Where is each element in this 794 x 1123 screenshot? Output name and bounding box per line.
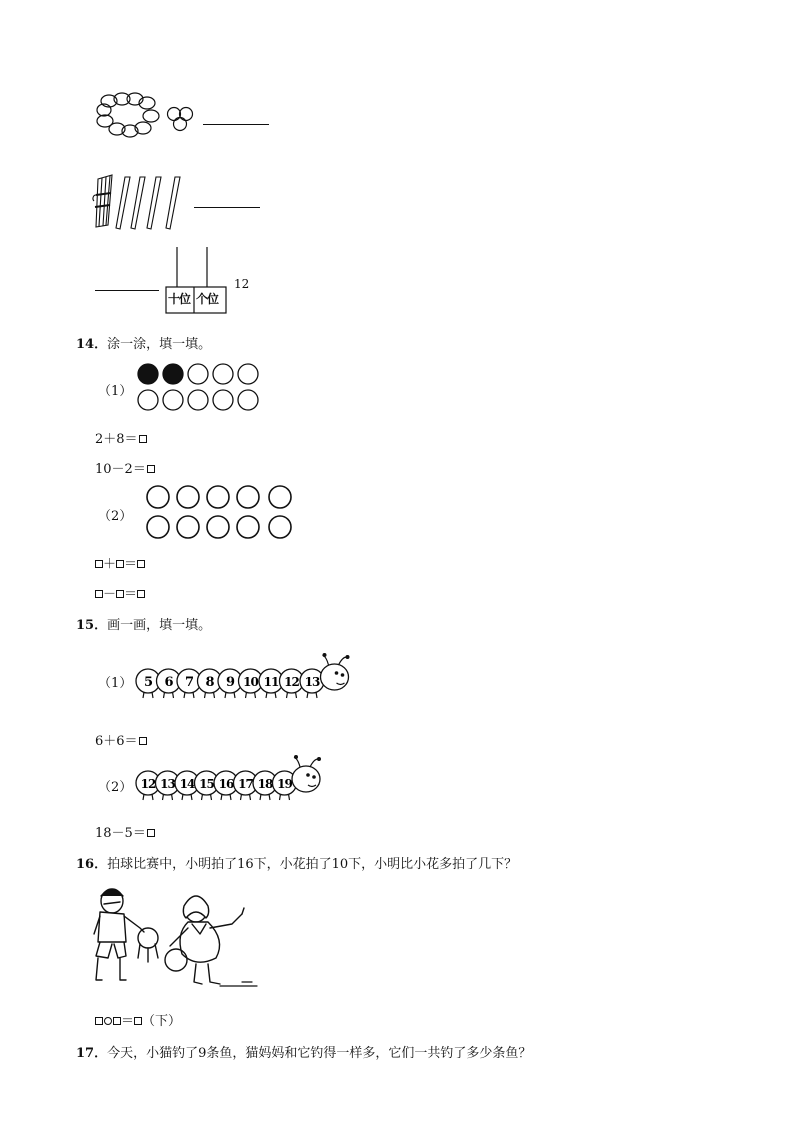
question-text: 今天，小猫钓了9条鱼，猫妈妈和它钓得一样多，它们一共钓了多少条鱼？ bbox=[107, 1046, 532, 1061]
unit-label: （下） bbox=[142, 1014, 182, 1029]
answer-blank-beads[interactable] bbox=[203, 124, 269, 125]
abacus-tens-label: 十位 bbox=[168, 292, 191, 306]
question-number: 17． bbox=[76, 1046, 108, 1061]
caterpillar-number: 18 bbox=[257, 777, 273, 791]
caterpillar-number: 9 bbox=[225, 675, 235, 690]
caterpillar-number: 12 bbox=[140, 777, 156, 791]
equation-text: 10－2＝ bbox=[95, 462, 146, 477]
caterpillar-number: 11 bbox=[263, 675, 279, 689]
answer-box[interactable] bbox=[95, 560, 103, 568]
answer-box[interactable] bbox=[116, 590, 124, 598]
equation-3 bbox=[95, 553, 145, 572]
answer-box[interactable] bbox=[116, 560, 124, 568]
caterpillar-number: 13 bbox=[160, 777, 175, 791]
equation-4 bbox=[95, 583, 145, 602]
caterpillar-head bbox=[292, 755, 321, 792]
answer-box[interactable] bbox=[104, 1017, 112, 1025]
part-label: （1） bbox=[98, 676, 133, 691]
caterpillar-1 bbox=[134, 655, 349, 705]
equation-text: 2＋8＝ bbox=[95, 432, 138, 447]
part-label: （2） bbox=[98, 780, 133, 795]
answer-box[interactable] bbox=[139, 435, 147, 443]
beads-ten-ring bbox=[95, 92, 165, 142]
caterpillar-2 bbox=[134, 757, 329, 807]
equation-2 bbox=[95, 458, 155, 477]
caterpillar-number: 15 bbox=[199, 777, 214, 791]
caterpillar-number: 14 bbox=[179, 777, 195, 791]
answer-box[interactable] bbox=[95, 590, 103, 598]
answer-box[interactable] bbox=[137, 590, 145, 598]
place-value-number: 12 bbox=[234, 277, 250, 291]
answer-box[interactable] bbox=[137, 560, 145, 568]
question-14-heading bbox=[76, 333, 211, 352]
question-15-heading bbox=[76, 614, 211, 633]
answer-blank-sticks[interactable] bbox=[194, 207, 260, 208]
children-bouncing-balls-illustration bbox=[92, 884, 262, 994]
circle-grid-small bbox=[136, 362, 262, 412]
question-number: 16． bbox=[76, 857, 108, 872]
equals-sign: ＝ bbox=[121, 1014, 135, 1029]
answer-equation bbox=[95, 1010, 181, 1029]
caterpillar-head bbox=[321, 653, 350, 690]
minus-sign: － bbox=[103, 587, 117, 602]
part-label: （2） bbox=[98, 509, 133, 524]
question-text: 涂一涂，填一填。 bbox=[107, 337, 212, 352]
answer-box[interactable] bbox=[139, 737, 147, 745]
caterpillar-number: 7 bbox=[184, 675, 194, 690]
answer-box[interactable] bbox=[113, 1017, 121, 1025]
question-number: 14． bbox=[76, 337, 108, 352]
circle-grid-large bbox=[144, 484, 298, 544]
caterpillar-number: 17 bbox=[238, 777, 253, 791]
abacus-ones-label: 个位 bbox=[196, 292, 219, 306]
question-16-heading bbox=[76, 853, 517, 872]
part-label: （1） bbox=[98, 384, 133, 399]
plus-sign: ＋ bbox=[103, 557, 117, 572]
equation-text: 6＋6＝ bbox=[95, 734, 138, 749]
equation-text: 18－5＝ bbox=[95, 826, 146, 841]
equation-1 bbox=[95, 428, 147, 447]
stick-bundle-and-sticks bbox=[92, 173, 192, 231]
equation-5 bbox=[95, 730, 147, 749]
caterpillar-number: 16 bbox=[218, 777, 234, 791]
answer-blank-abacus[interactable] bbox=[95, 290, 159, 291]
answer-box[interactable] bbox=[147, 829, 155, 837]
equation-6 bbox=[95, 822, 155, 841]
question-text: 拍球比赛中，小明拍了16下，小花拍了10下，小明比小花多拍了几下？ bbox=[107, 857, 518, 872]
equals-sign: ＝ bbox=[124, 587, 138, 602]
caterpillar-number: 8 bbox=[205, 675, 214, 690]
caterpillar-number: 19 bbox=[277, 777, 292, 791]
caterpillar-number: 12 bbox=[284, 675, 299, 689]
caterpillar-number: 5 bbox=[143, 675, 153, 690]
equals-sign: ＝ bbox=[124, 557, 138, 572]
caterpillar-number: 6 bbox=[164, 675, 173, 690]
question-text: 画一画，填一填。 bbox=[107, 618, 212, 633]
caterpillar-number: 13 bbox=[304, 675, 320, 689]
question-number: 15． bbox=[76, 618, 108, 633]
caterpillar-number: 10 bbox=[243, 675, 258, 689]
question-17-heading bbox=[76, 1042, 531, 1061]
beads-three bbox=[166, 106, 198, 132]
answer-box[interactable] bbox=[95, 1017, 103, 1025]
answer-box[interactable] bbox=[147, 465, 155, 473]
answer-box[interactable] bbox=[134, 1017, 142, 1025]
